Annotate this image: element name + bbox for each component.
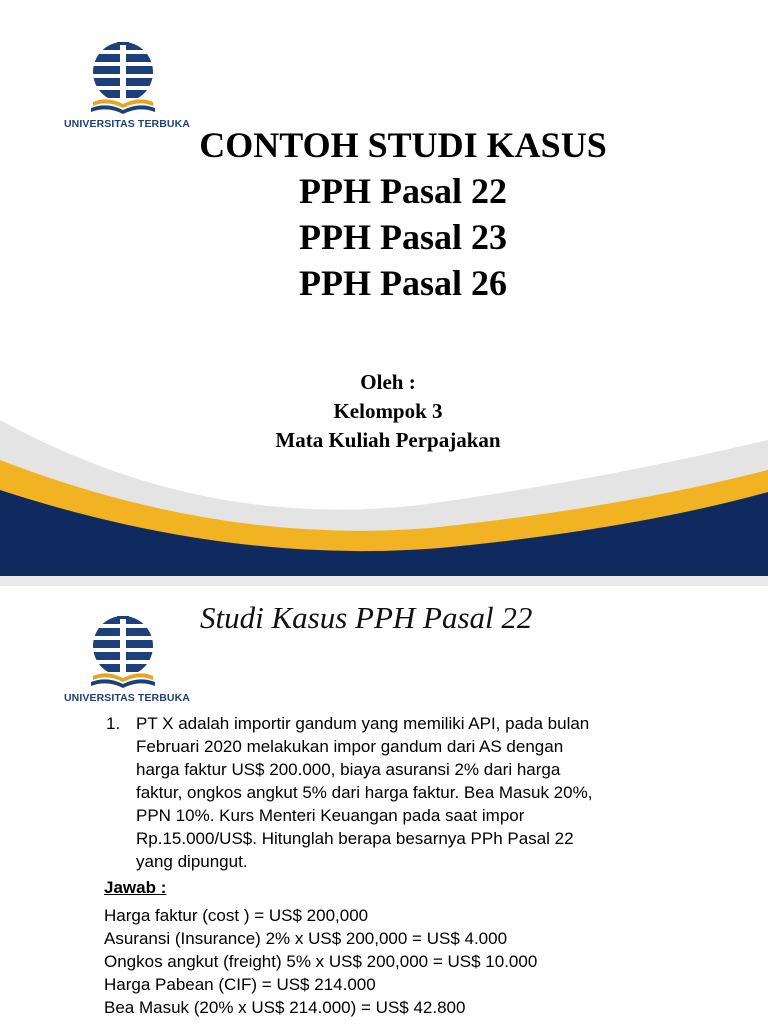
calculation-list [104, 904, 704, 1019]
title-line: PPH Pasal 26 [299, 263, 507, 303]
problem-text [136, 712, 666, 873]
answer-label: Jawab : [104, 878, 167, 897]
case-study-slide [0, 586, 768, 1024]
problem-line: Rp.15.000/US$. Hitunglah berapa besarnya PPh Pasal 22 [136, 829, 574, 848]
problem-line: faktur, ongkos angkut 5% dari harga faktur. Bea Masuk 20%, [136, 783, 593, 802]
calculation-line: Bea Masuk (20% x US$ 214.000) = US$ 42.800 [104, 998, 466, 1017]
university-logo [64, 614, 190, 704]
problem-line: PPN 10%. Kurs Menteri Keuangan pada saat impor [136, 806, 525, 825]
problem-line: PT X adalah importir gandum yang memiliki API, pada bulan [136, 714, 590, 733]
problem-number: 1. [106, 714, 121, 733]
calculation-line: Harga Pabean (CIF) = US$ 214.000 [104, 975, 376, 994]
logo-text: UNIVERSITAS TERBUKA [64, 692, 190, 704]
title-line: PPH Pasal 23 [299, 217, 507, 257]
slide-title [0, 122, 768, 306]
calculation-line: Harga faktur (cost ) = US$ 200,000 [104, 906, 369, 925]
problem-statement [106, 712, 666, 873]
university-emblem-icon [87, 614, 159, 694]
title-line: CONTOH STUDI KASUS [199, 125, 607, 165]
byline-line: Kelompok 3 [333, 399, 443, 423]
case-study-title: Studi Kasus PPH Pasal 22 [200, 600, 533, 635]
problem-line: Februari 2020 melakukan impor gandum dari AS dengan [136, 737, 564, 756]
problem-line: harga faktur US$ 200.000, biaya asuransi 2% dari harga [136, 760, 561, 779]
decorative-wave [0, 380, 768, 576]
calculation-line: Ongkos angkut (freight) 5% x US$ 200,000 = US$ 10.000 [104, 952, 538, 971]
university-logo [64, 40, 190, 130]
university-emblem-icon [87, 40, 159, 120]
problem-line: yang dipungut. [136, 852, 248, 871]
title-line: PPH Pasal 22 [299, 171, 507, 211]
byline-line: Oleh : [360, 370, 416, 394]
logo-text: UNIVERSITAS TERBUKA [64, 118, 190, 130]
byline-line: Mata Kuliah Perpajakan [275, 428, 501, 452]
calculation-line: Asuransi (Insurance) 2% x US$ 200,000 = US$ 4.000 [104, 929, 508, 948]
